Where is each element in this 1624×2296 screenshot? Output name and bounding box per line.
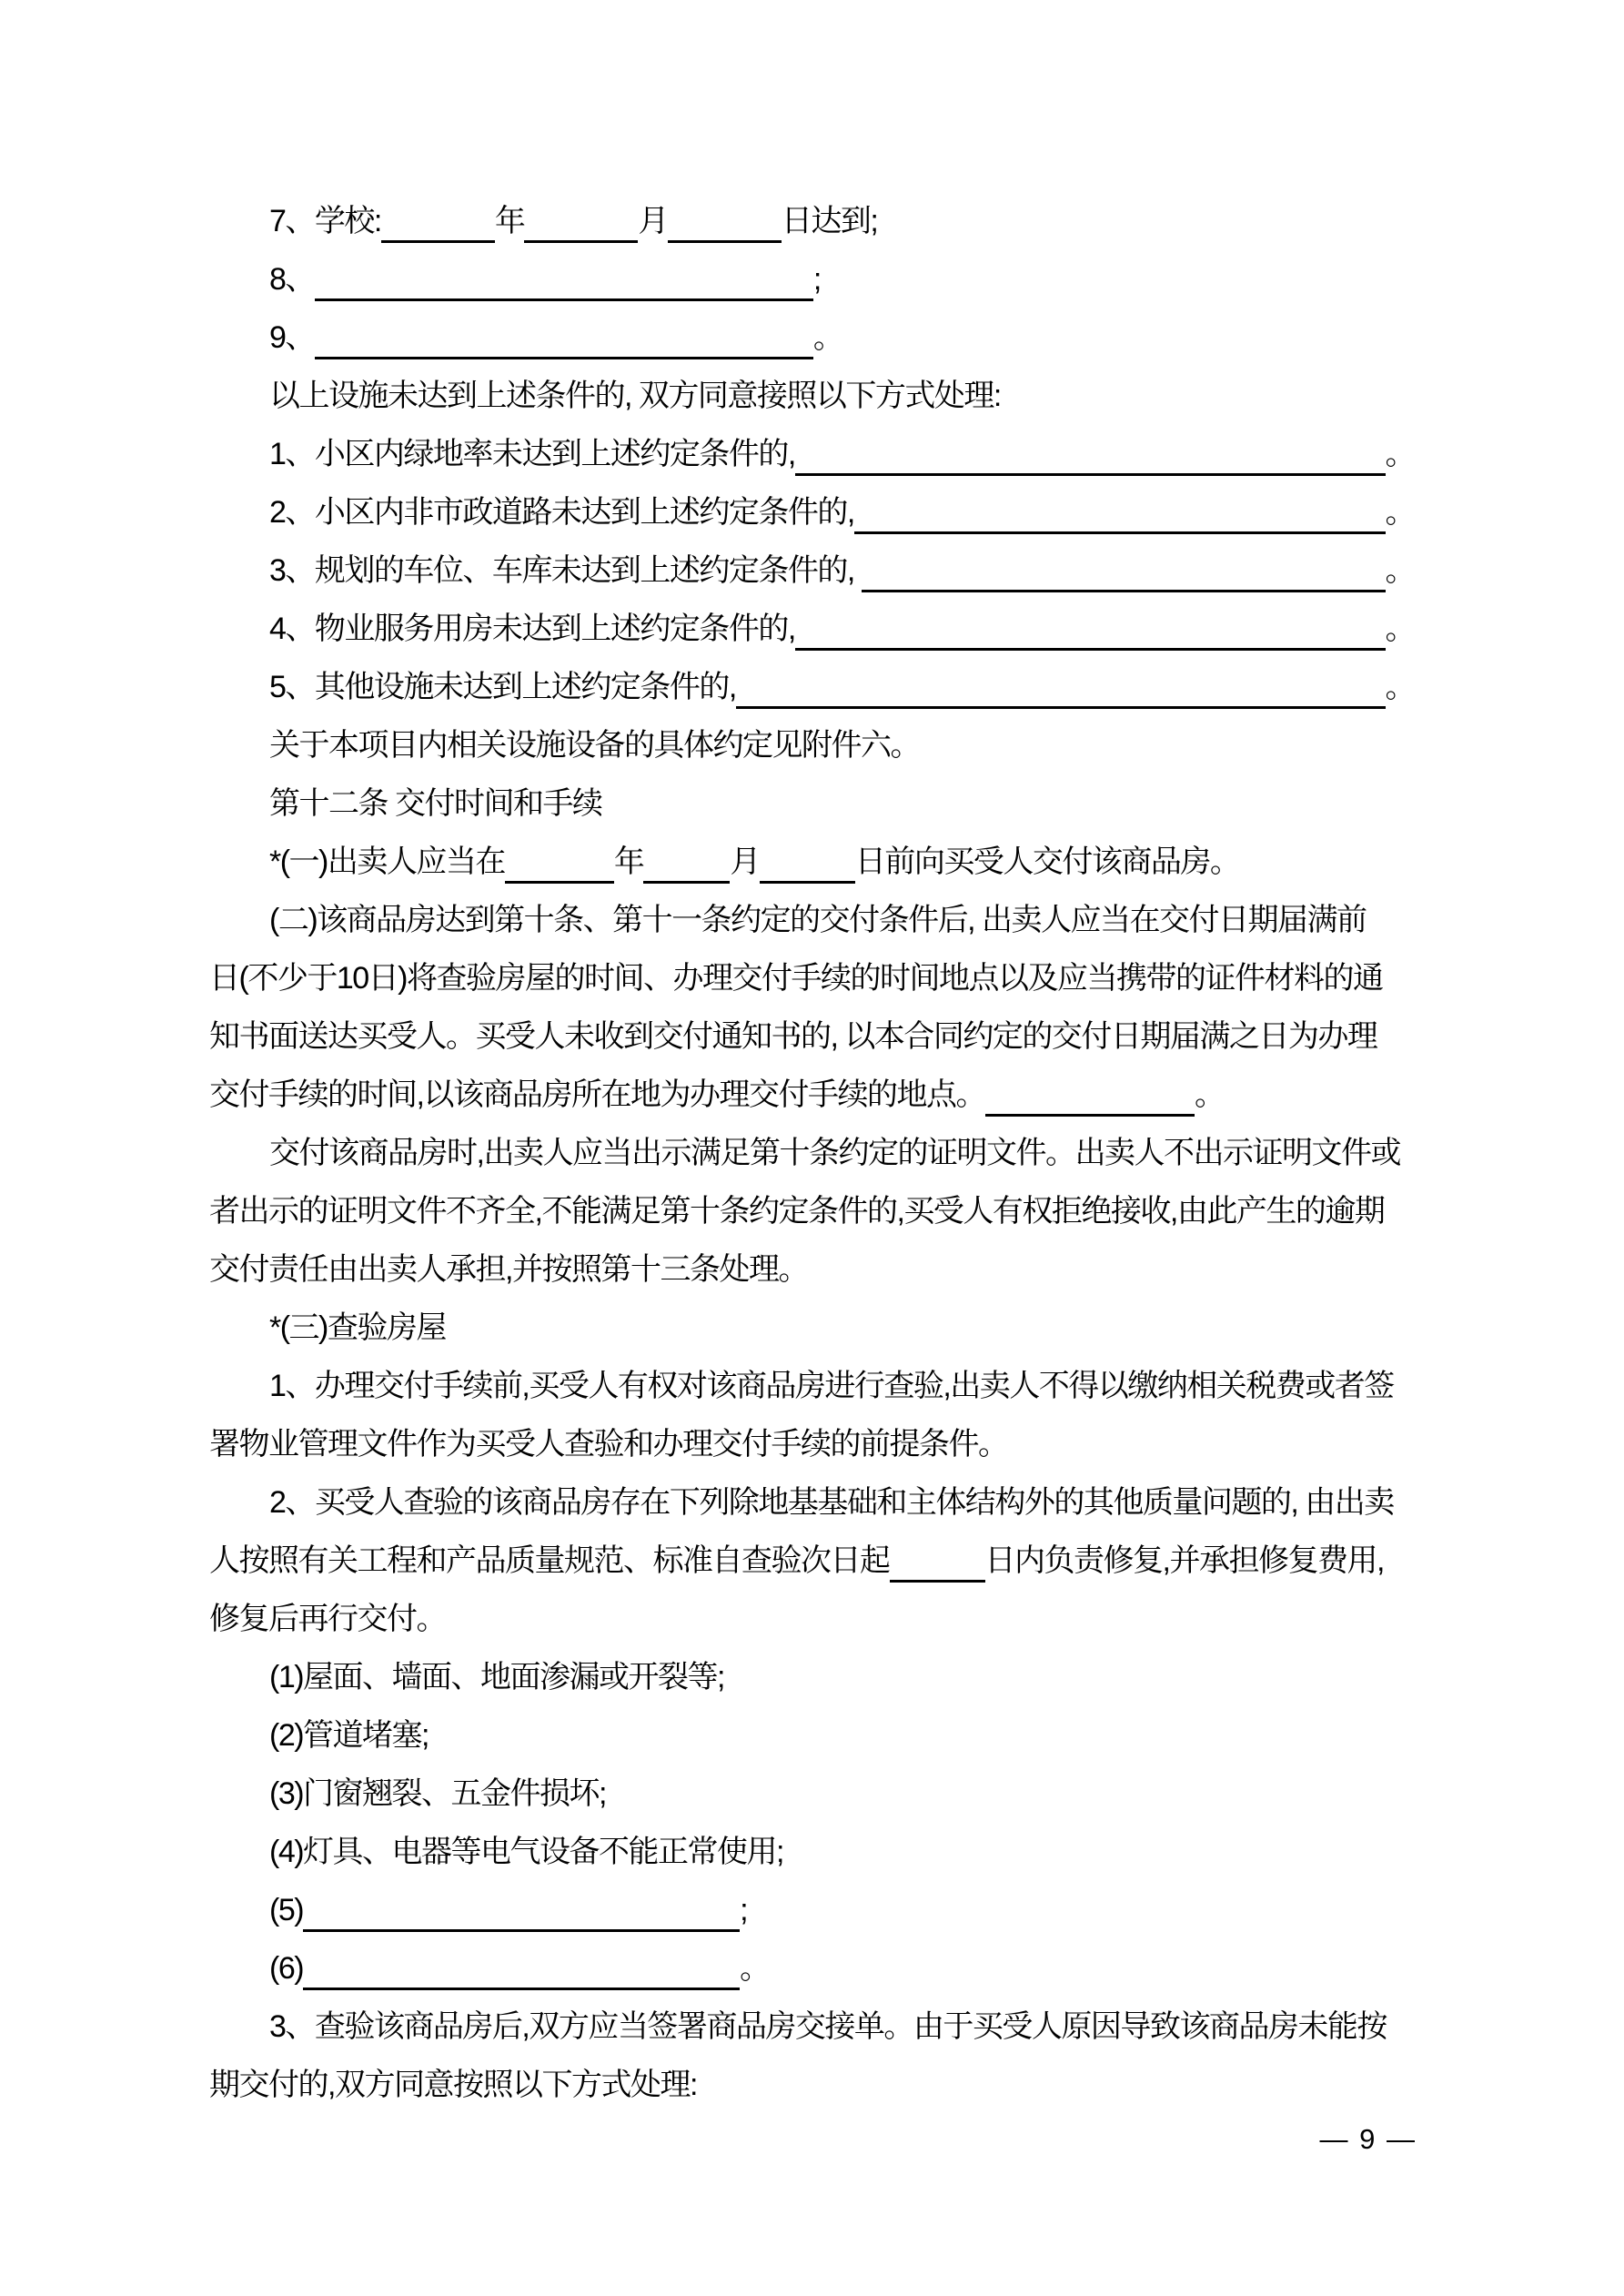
document-line	[209, 1125, 1415, 1183]
document-line	[209, 1707, 1415, 1765]
page-number: — 9 —	[1319, 2123, 1417, 2155]
text-run: (1)屋面、墙面、地面渗漏或开裂等;	[269, 1660, 724, 1694]
text-run: 。	[812, 320, 843, 355]
blank-underline	[736, 706, 1386, 709]
text-run: 修复后再行交付。	[209, 1602, 446, 1636]
text-run: 3、规划的车位、车库未达到上述约定条件的,	[269, 553, 862, 588]
text-run: 交付责任由出卖人承担,并按照第十三条处理。	[209, 1252, 808, 1287]
blank-underline	[854, 531, 1386, 534]
text-run: (二)该商品房达到第十条、第十一条约定的交付条件后, 出卖人应当在交付日期届满前	[269, 903, 1367, 937]
document-line	[209, 659, 1415, 717]
blank-underline	[668, 240, 782, 243]
document-line	[209, 1649, 1415, 1707]
text-run: 日前向买受人交付该商品房。	[854, 845, 1240, 879]
document-line	[209, 542, 1415, 601]
text-run: 期交付的,双方同意按照以下方式处理:	[209, 2068, 697, 2102]
blank-underline	[795, 648, 1386, 651]
document-line	[209, 717, 1415, 775]
document-line	[209, 1882, 1415, 1940]
text-run: 9、	[269, 320, 315, 355]
document-line	[209, 892, 1415, 950]
text-run: 。	[1194, 1077, 1225, 1112]
text-run: 3、查验该商品房后,双方应当签署商品房交接单。由于买受人原因导致该商品房未能按	[269, 2009, 1387, 2044]
text-run: 8、	[269, 262, 315, 297]
text-run: 年	[494, 204, 525, 238]
text-run: 日达到;	[781, 204, 878, 238]
text-run: 交付该商品房时,出卖人应当出示满足第十条约定的证明文件。出卖人不出示证明文件或	[269, 1136, 1400, 1170]
text-run: 1、办理交付手续前,买受人有权对该商品房进行查验,出卖人不得以缴纳相关税费或者签	[269, 1369, 1394, 1403]
document-line	[209, 1940, 1415, 1998]
document-line	[209, 484, 1415, 542]
text-run: 以上设施未达到上述条件的, 双方同意接照以下方式处理:	[269, 379, 1001, 413]
document-line	[209, 1416, 1415, 1474]
document-line	[209, 1765, 1415, 1824]
text-run: ;	[740, 1893, 748, 1927]
document-line	[209, 1474, 1415, 1532]
document-line	[209, 2057, 1415, 2115]
text-run: 2、小区内非市政道路未达到上述约定条件的,	[269, 495, 854, 530]
blank-underline	[315, 357, 813, 359]
text-run: 者出示的证明文件不齐全,不能满足第十条约定条件的,买受人有权拒绝接收,由此产生的逾期	[209, 1194, 1385, 1229]
text-run: ;	[812, 262, 821, 297]
text-run: (4)灯具、电器等电气设备不能正常使用;	[269, 1835, 783, 1869]
text-run: 。	[1385, 495, 1415, 530]
text-run: 。	[1385, 670, 1415, 704]
blank-underline	[795, 473, 1386, 476]
blank-underline	[524, 240, 638, 243]
text-run: 7、学校:	[269, 204, 381, 238]
document-body	[209, 193, 1415, 2115]
document-line	[209, 193, 1415, 251]
document-line	[209, 368, 1415, 426]
document-line	[209, 309, 1415, 368]
blank-underline	[890, 1580, 985, 1583]
document-line	[209, 1067, 1415, 1125]
blank-underline	[315, 298, 813, 301]
text-run: 交付手续的时间,以该商品房所在地为办理交付手续的地点。	[209, 1077, 985, 1112]
blank-underline	[303, 1988, 740, 1990]
text-run: 月	[638, 204, 668, 238]
text-run: 5、其他设施未达到上述约定条件的,	[269, 670, 736, 704]
document-line	[209, 1358, 1415, 1416]
document-line	[209, 1241, 1415, 1300]
blank-underline	[505, 881, 614, 884]
text-run: 关于本项目内相关设施设备的具体约定见附件六。	[269, 728, 920, 763]
document-line	[209, 950, 1415, 1008]
text-run: (2)管道堵塞;	[269, 1718, 429, 1753]
text-run: 年	[613, 845, 644, 879]
blank-underline	[862, 590, 1386, 592]
text-run: (5)	[269, 1893, 304, 1927]
text-run: 日内负责修复,并承担修复费用,	[984, 1543, 1384, 1578]
text-run: 人按照有关工程和产品质量规范、标准自查验次日起	[209, 1543, 890, 1578]
text-run: 。	[1385, 553, 1415, 588]
text-run: (3)门窗翘裂、五金件损坏;	[269, 1776, 606, 1811]
blank-underline	[643, 881, 730, 884]
text-run: 4、物业服务用房未达到上述约定条件的,	[269, 612, 795, 646]
document-line	[209, 251, 1415, 309]
text-run: 。	[1385, 612, 1415, 646]
text-run: 署物业管理文件作为买受人查验和办理交付手续的前提条件。	[209, 1427, 1008, 1462]
document-line	[209, 1824, 1415, 1882]
document-line	[209, 1998, 1415, 2057]
blank-underline	[760, 881, 855, 884]
text-run: 日(不少于10日)将查验房屋的时间、办理交付手续的时间地点以及应当携带的证件材料的通	[209, 961, 1383, 996]
text-run: *(一)出卖人应当在	[269, 845, 505, 879]
document-line	[209, 775, 1415, 834]
text-run: *(三)查验房屋	[269, 1310, 446, 1345]
blank-underline	[985, 1114, 1195, 1117]
document-line	[209, 1300, 1415, 1358]
text-run: 。	[740, 1951, 770, 1986]
document-line	[209, 426, 1415, 484]
text-run: 第十二条 交付时间和手续	[269, 786, 602, 821]
text-run: 。	[1385, 437, 1415, 471]
document-line	[209, 1591, 1415, 1649]
document-line	[209, 834, 1415, 892]
text-run: 2、买受人查验的该商品房存在下列除地基基础和主体结构外的其他质量问题的, 由出卖	[269, 1485, 1394, 1520]
text-run: 月	[730, 845, 760, 879]
document-line	[209, 601, 1415, 659]
text-run: 知书面送达买受人。买受人未收到交付通知书的, 以本合同约定的交付日期届满之日为办理	[209, 1019, 1377, 1054]
document-line	[209, 1183, 1415, 1241]
document-line	[209, 1008, 1415, 1067]
blank-underline	[303, 1929, 740, 1932]
text-run: 1、小区内绿地率未达到上述约定条件的,	[269, 437, 795, 471]
text-run: (6)	[269, 1951, 304, 1986]
document-line	[209, 1532, 1415, 1591]
blank-underline	[381, 240, 495, 243]
